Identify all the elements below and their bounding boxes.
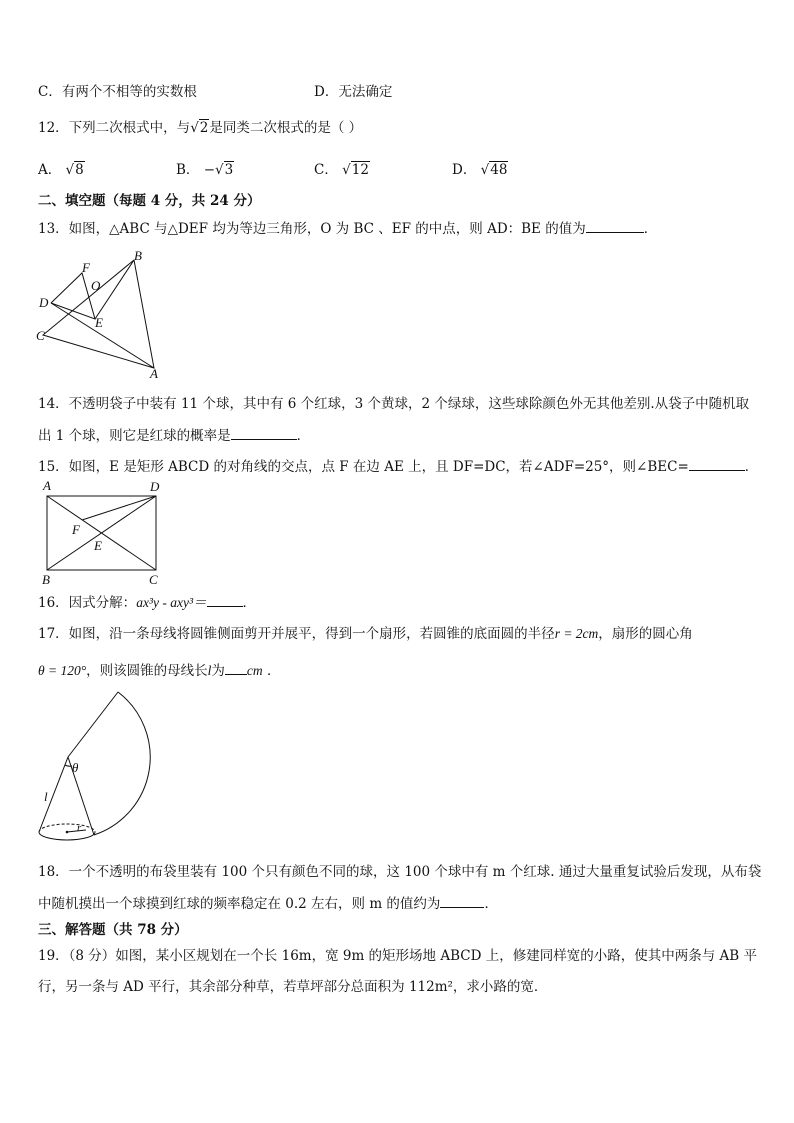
label-o: O (91, 278, 101, 293)
label-r: r (77, 822, 82, 834)
base-center-point (66, 831, 69, 834)
label-f: F (82, 260, 90, 275)
q11-option-c: C．有两个不相等的实数根 (38, 84, 197, 100)
q17-answer-blank[interactable] (225, 660, 247, 675)
label-d: D (150, 479, 160, 494)
q12-text-a: 下列二次根式中，与 (68, 120, 191, 136)
q11-option-d: D．无法确定 (314, 84, 393, 100)
q18-answer-blank[interactable] (440, 893, 484, 908)
q17-figure (30, 690, 170, 852)
q18-line-2: 中随机摸出一个球摸到红球的频率稳定在 0.2 左右，则 m 的值约为 ． (38, 893, 498, 914)
q12-number: 12． (38, 120, 69, 136)
q12-text-b: 是同类二次根式的是（ ） (209, 120, 363, 136)
q17-line-1: 17．如图，沿一条母线将圆锥侧面剪开并展平，得到一个扇形，若圆锥的底面圆的半径r = 2cm，扇形的圆心角 (38, 626, 693, 642)
q14-line-2: 出 1 个球，则它是红球的概率是 ． (38, 425, 310, 446)
segment-be (95, 260, 134, 319)
label-b: B (134, 248, 142, 263)
label-e: E (94, 538, 102, 553)
label-a: A (150, 366, 158, 381)
label-c: C (36, 328, 45, 343)
q14-line-1: 14．不透明袋子中装有 11 个球，其中有 6 个红球，3 个黄球，2 个绿球，这些球除颜色外无其他差别.从袋子中随机取 (38, 396, 750, 412)
section-3-heading: 三、解答题（共 78 分） (38, 922, 188, 938)
q18-line-1: 18．一个不透明的布袋里装有 100 个只有颜色不同的球，这 100 个球中有 m 个红球. 通过大量重复试验后发现，从布袋 (38, 864, 762, 880)
label-c: C (149, 572, 158, 587)
label-a: A (43, 478, 51, 493)
label-b: B (42, 572, 50, 587)
q13-stem: 13．如图，△ABC 与△DEF 均为等边三角形，O 为 BC 、EF 的中点，则 AD：BE 的值为 ． (38, 218, 657, 239)
label-d: D (39, 295, 49, 310)
section-2-heading: 二、填空题（每题 4 分，共 24 分） (38, 193, 261, 209)
q19-line-1: 19．（8 分）如图，某小区规划在一个长 16m，宽 9m 的矩形场地 ABCD 上，修建同样宽的小路，使其中两条与 AB 平 (38, 948, 757, 964)
r-expression: r = 2cm (554, 626, 599, 641)
label-e: E (95, 315, 103, 330)
label-f: F (72, 522, 80, 537)
q12-option-c: C． √12 (314, 162, 369, 178)
sqrt-2: √2 (190, 120, 209, 136)
q16-expression: ax³y - axy³＝ (136, 595, 207, 610)
q13-answer-blank[interactable] (586, 218, 644, 233)
label-theta: θ (72, 760, 79, 775)
q19-line-2: 行，另一条与 AD 平行，其余部分种草，若草坪部分总面积为 112m²，求小路的宽． (38, 979, 548, 995)
q13-figure (30, 248, 170, 382)
q12-option-b: B． −√3 (176, 162, 234, 178)
q15-answer-blank[interactable] (689, 456, 745, 471)
theta-expression: θ = 120° (38, 663, 87, 678)
segment-ad (51, 303, 154, 368)
segment-df (82, 496, 156, 520)
triangle-def (51, 273, 95, 319)
sector-arc (94, 692, 150, 835)
q12-option-a: A． √8 (38, 162, 84, 178)
q17-line-2: θ = 120°，则该圆锥的母线长l为 cm ． (38, 660, 280, 681)
q16-stem: 16．因式分解：ax³y - axy³＝ ． (38, 592, 256, 613)
q16-answer-blank[interactable] (207, 592, 243, 607)
unit-cm: cm (246, 663, 263, 678)
q12-option-d: D． √48 (452, 162, 508, 178)
q12-stem (38, 118, 362, 138)
q15-figure (36, 477, 170, 589)
q14-answer-blank[interactable] (231, 425, 297, 440)
label-l: l (44, 789, 48, 804)
q15-stem: 15．如图，E 是矩形 ABCD 的对角线的交点，点 F 在边 AE 上，且 DF=DC，若∠ADF=25°，则∠BEC= ． (38, 456, 758, 477)
sector-radius (68, 692, 118, 757)
